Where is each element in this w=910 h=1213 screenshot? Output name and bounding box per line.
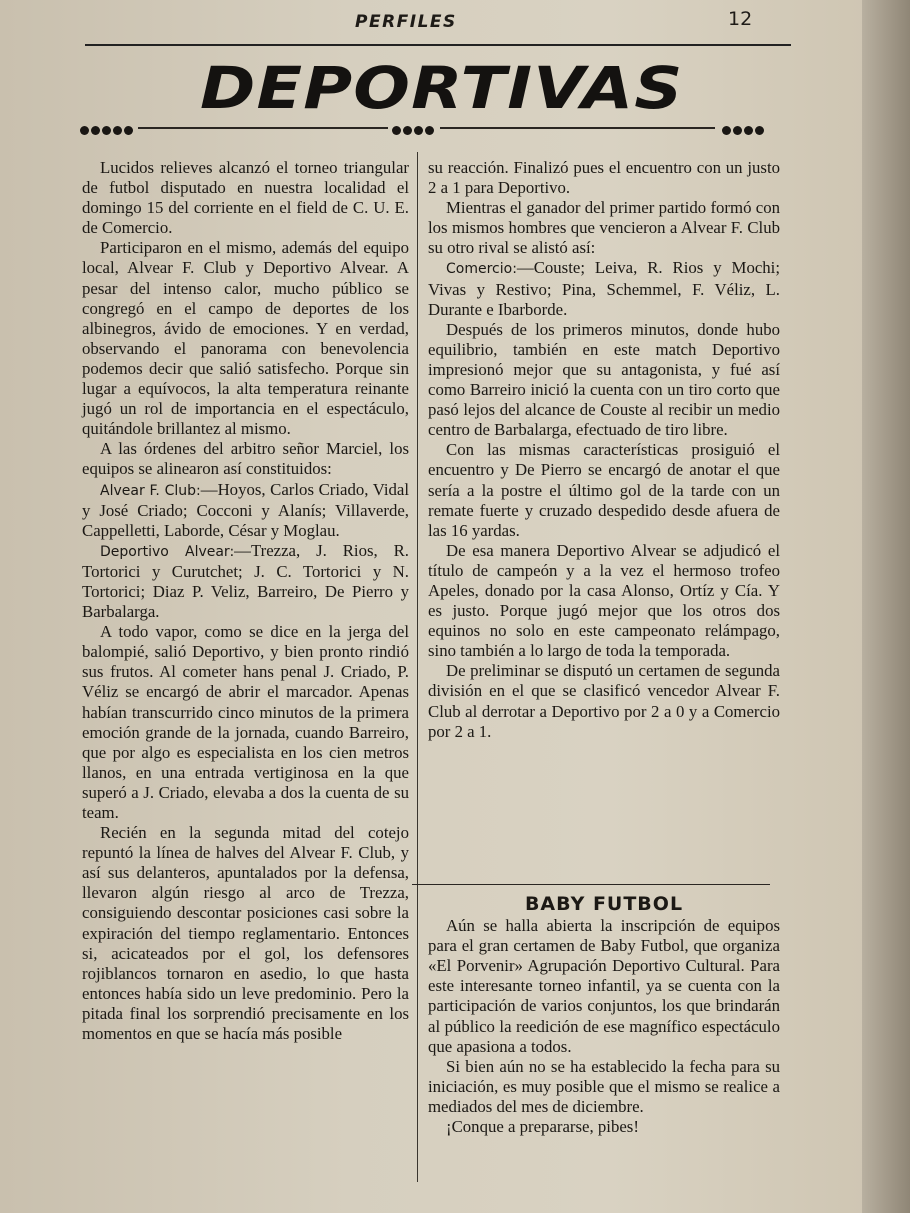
lineup-text: —Couste; Leiva, R. Rios y Mochi; Vivas y Restivo; Pina, Schemmel, F. Véliz, L. Durante e Ibarborde.	[428, 258, 780, 319]
header-rule	[85, 44, 791, 46]
lineup-deportivo	[82, 541, 409, 622]
running-head: PERFILES	[355, 12, 457, 32]
lineup-text: —Hoyos, Carlos Criado, Vidal y José Criado; Cocconi y Alanís; Villaverde, Cappelletti, Laborde, César y Moglau.	[82, 479, 409, 540]
team-label: Deportivo Alvear:	[100, 543, 235, 560]
baby-futbol-title: BABY FUTBOL	[524, 893, 684, 915]
article-paragraph: De esa manera Deportivo Alvear se adjudicó el título de campeón y a la vez el hermoso trofeo Apeles, donado por la casa Alonso, Ortíz y Cía. Y es justo. Porque jugó mejor que los otros dos equinos no solo en este campeonato relámpago, sino también a lo largo de toda la temporada.	[428, 540, 780, 661]
page-number: 12	[728, 8, 753, 30]
ornament-right-dots	[722, 122, 766, 140]
article-paragraph: De preliminar se disputó un certamen de segunda división en el que se clasificó vencedor Alvear F. Club al derrotar a Deportivo por 2 a 0 y a Comercio por 2 a 1.	[428, 661, 780, 741]
article-paragraph: A las órdenes del arbitro señor Marciel, los equipos se alinearon así constituidos:	[82, 439, 409, 479]
title-rule-right	[440, 127, 715, 129]
background-surface	[862, 0, 910, 1213]
ornament-left-dots	[80, 122, 135, 140]
article-column-left	[82, 158, 409, 1044]
lineup-text: —Trezza, J. Rios, R. Tortorici y Curutchet; J. C. Tortorici y N. Tortorici; Diaz P. Veliz, Barreiro, De Pierro y Barbalarga.	[82, 540, 409, 622]
baby-futbol-rule	[412, 884, 770, 885]
ornament-center-dots	[392, 122, 436, 140]
article-paragraph: Lucidos relieves alcanzó el torneo triangular de futbol disputado en nuestra localidad el domingo 15 del corriente en el field de C. U. E. de Comercio.	[82, 158, 409, 238]
article-paragraph: Después de los primeros minutos, donde hubo equilibrio, también en este match Deportivo impresionó mejor que su antagonista, y fué así como Barreiro inició la cuenta con un tiro corto que pasó lejos del alcance de Couste al recibir un medio centro de Barbalarga, efectuado de tiro libre.	[428, 319, 780, 440]
article-column-right	[428, 158, 780, 742]
article-paragraph: Aún se halla abierta la inscripción de equipos para el gran certamen de Baby Futbol, que organiza «El Porvenir» Agrupación Deportivo Cultural. Para este interesante torneo infantil, ya se cuenta con la participación de varios conjuntos, los que brindarán al público la reedición de ese magnífico espectáculo que apasiona a todos.	[428, 916, 780, 1056]
article-paragraph: Recién en la segunda mitad del cotejo repuntó la línea de halves del Alvear F. Club, y así sus delanteros, apuntalados por la defensa, llevaron algún riesgo al arco de Trezza, consiguiendo descontar posiciones casi sobre la expiración del tiempo reglamentario. Entonces si, acicateados por el gol, los defensores rojiblancos tornaron en asedio, lo que hasta entonces había sido un leve predominio. Pero la pitada final los sorprendió precisamente en los momentos en que se hacía más posible	[82, 823, 409, 1044]
article-paragraph: A todo vapor, como se dice en la jerga del balompié, salió Deportivo, y bien pronto rindió sus frutos. Al cometer hans penal J. Criado, P. Véliz se encargó de abrir el marcador. Apenas habían transcurrido cinco minutos de la primera emoción grande de la jornada, cuando Barreiro, que por algo es especialista en los cien metros llanos, en una entrada vertiginosa en la que superó a J. Criado, elevaba a dos la cuenta de su team.	[82, 622, 409, 822]
title-rule-left	[138, 127, 388, 129]
article-paragraph: ¡Conque a prepararse, pibes!	[446, 1117, 639, 1137]
section-title: DEPORTIVAS	[200, 54, 684, 122]
article-paragraph: Mientras el ganador del primer partido formó con los mismos hombres que vencieron a Alvear F. Club su otro rival se alistó así:	[428, 198, 780, 258]
article-paragraph: su reacción. Finalizó pues el encuentro con un justo 2 a 1 para Deportivo.	[428, 158, 780, 198]
baby-futbol-box	[428, 890, 780, 1137]
article-paragraph: Participaron en el mismo, además del equipo local, Alvear F. Club y Deportivo Alvear. A pesar del intenso calor, mucho público se congregó en el campo de deportes de los albinegros, ávido de emociones. Y en verdad, observando el panorama con benevolencia podemos decir que salió satisfecho. Porque sin lugar a equívocos, la alta temperatura reinante jugó un rol de importancia en el espectáculo, quitándole brillantez al mismo.	[82, 238, 409, 439]
lineup-comercio	[428, 258, 780, 319]
lineup-alvear	[82, 480, 409, 541]
column-divider	[417, 152, 418, 1182]
team-label: Alvear F. Club:	[100, 482, 201, 499]
article-paragraph: Con las mismas características prosiguió el encuentro y De Pierro se encargó de anotar el que sería a la postre el último gol de la tarde con un remate fuerte y cruzado despedido desde afuera de las 16 yardas.	[428, 440, 780, 540]
article-paragraph: Si bien aún no se ha establecido la fecha para su iniciación, es muy posible que el mismo se realice a mediados del mes de diciembre.	[428, 1056, 780, 1116]
team-label: Comercio:	[446, 261, 517, 278]
